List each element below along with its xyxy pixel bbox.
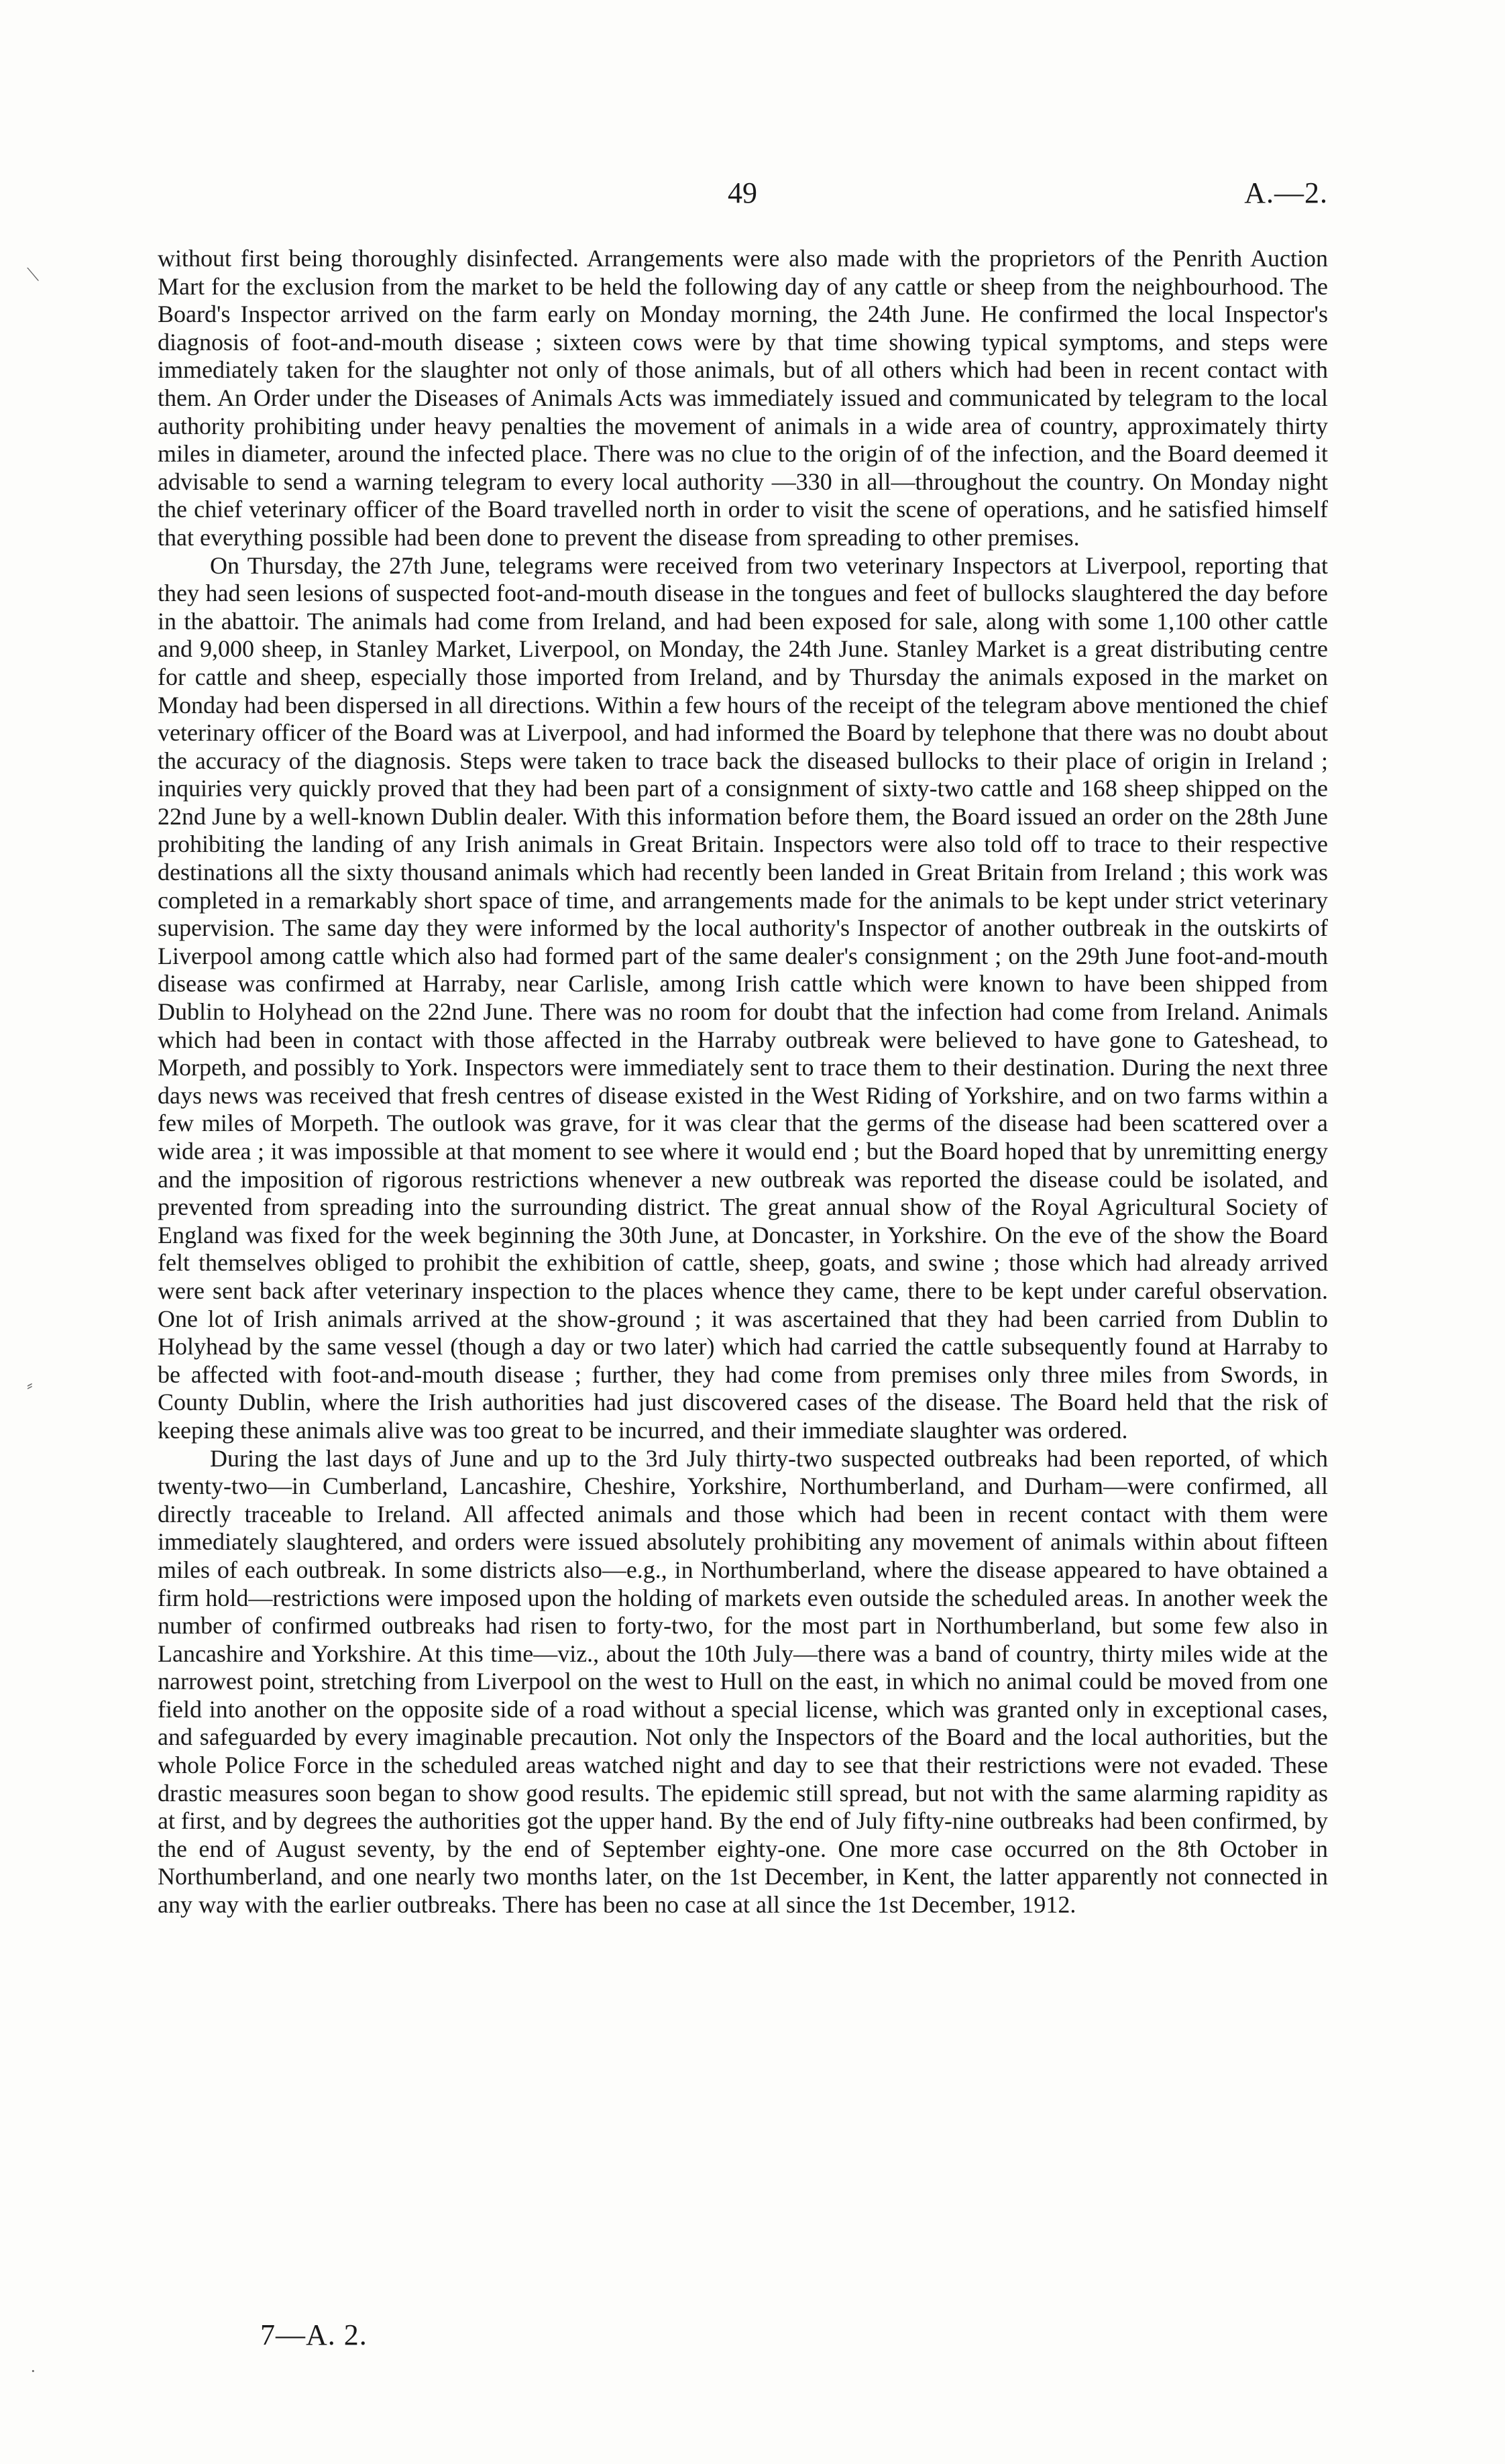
paragraph-july-outbreaks: During the last days of June and up to the 3rd July thirty-two suspected outbreaks had been reported, of which twenty-two—in Cumberland, Lancashire, Cheshire, Yorkshire, Northumberland, and Durham—were confirmed, all directly traceable to Ireland. All affected animals and those which had been in recent contact with them were immediately slaughtered, and orders were issued absolutely prohibiting any movement of animals within about fifteen miles of each outbreak. In some districts also—e.g., in Northumberland, where the disease appeared to have obtained a firm hold—restrictions were imposed upon the holding of markets even outside the scheduled areas. In another week the number of confirmed outbreaks had risen to forty-two, for the most part in Northumberland, but some few also in Lancashire and Yorkshire. At this time—viz., about the 10th July—there was a band of country, thirty miles wide at the narrowest point, stretching from Liverpool on the west to Hull on the east, in which no animal could be moved from one field into another on the opposite side of a road without a special license, which was granted only in exceptional cases, and safeguarded by every imaginable precaution. Not only the Inspectors of the Board and the local authorities, but the whole Police Force in the scheduled areas watched night and day to see that their restrictions were not evaded. These drastic measures soon began to show good results. The epidemic still spread, but not with the same alarming rapidity as at first, and by degrees the authorities got the upper hand. By the end of July fifty-nine outbreaks had been confirmed, by the end of August seventy, by the end of September eighty-one. One more case occurred on the 8th October in Northumberland, and one nearly two months later, on the 1st December, in Kent, the latter apparently not connected in any way with the earlier outbreaks. There has been no case at all since the 1st December, 1912. — [158, 1444, 1328, 1919]
page-number: 49 — [728, 176, 757, 209]
margin-mark-icon: ⸗ — [27, 1375, 33, 1395]
document-reference: A.—2. — [1244, 176, 1328, 209]
margin-mark-icon: ⟍ — [27, 265, 40, 284]
paragraph-liverpool-outbreak: On Thursday, the 27th June, telegrams were received from two veterinary Inspectors at Liverpool, reporting that they had seen lesions of suspected foot-and-mouth disease in the tongues and feet of bullocks slaughtered the day before in the abattoir. The animals had come from Ireland, and had been exposed for sale, along with some 1,100 other cattle and 9,000 sheep, in Stanley Market, Liverpool, on Monday, the 24th June. Stanley Market is a great distributing centre for cattle and sheep, especially those imported from Ireland, and by Thursday the animals exposed in the market on Monday had been dispersed in all directions. Within a few hours of the receipt of the telegram above mentioned the chief veterinary officer of the Board was at Liverpool, and had informed the Board by telephone that there was no doubt about the accuracy of the diagnosis. Steps were taken to trace back the diseased bullocks to their place of origin in Ireland ; inquiries very quickly proved that they had been part of a consignment of sixty-two cattle and 168 sheep shipped on the 22nd June by a well-known Dublin dealer. With this information before them, the Board issued an order on the 28th June prohibiting the landing of any Irish animals in Great Britain. Inspectors were also told off to trace to their respective destinations all the sixty thousand animals which had recently been landed in Great Britain from Ireland ; this work was completed in a remarkably short space of time, and arrangements made for the animals to be kept under strict veterinary supervision. The same day they were informed by the local authority's Inspector of another outbreak in the outskirts of Liverpool among cattle which also had formed part of the same dealer's consignment ; on the 29th June foot-and-mouth disease was confirmed at Harraby, near Carlisle, among Irish cattle which were known to have been shipped from Dublin to Holyhead on the 22nd June. There was no room for doubt that the infection had come from Ireland. Animals which had been in contact with those affected in the Harraby outbreak were believed to have gone to Gateshead, to Morpeth, and possibly to York. Inspectors were immediately sent to trace them to their destination. During the next three days news was received that fresh centres of disease existed in the West Riding of Yorkshire, and on two farms within a few miles of Morpeth. The outlook was grave, for it was clear that the germs of the disease had been scattered over a wide area ; it was impossible at that moment to see where it would end ; but the Board hoped that by unremitting energy and the imposition of rigorous restrictions whenever a new outbreak was reported the disease could be isolated, and prevented from spreading into the surrounding district. The great annual show of the Royal Agricultural Society of England was fixed for the week beginning the 30th June, at Doncaster, in Yorkshire. On the eve of the show the Board felt themselves obliged to prohibit the exhibition of cattle, sheep, goats, and swine ; those which had already arrived were sent back after veterinary inspection to the places whence they came, there to be kept under careful observation. One lot of Irish animals arrived at the show-ground ; it was ascertained that they had been carried from Dublin to Holyhead by the same vessel (though a day or two later) which had carried the cattle subsequently found at Harraby to be affected with foot-and-mouth disease ; further, they had come from premises only three miles from Swords, in County Dublin, where the Irish authorities had just discovered cases of the disease. The Board held that the risk of keeping these animals alive was too great to be incurred, and their immediate slaughter was ordered. — [158, 551, 1328, 1444]
margin-mark-icon: · — [30, 2361, 36, 2381]
body-text — [158, 245, 1328, 1919]
signature-mark: 7—A. 2. — [260, 2318, 368, 2351]
page-header — [158, 176, 1328, 216]
paragraph-continuation: without first being thoroughly disinfected. Arrangements were also made with the proprietors of the Penrith Auction Mart for the exclusion from the market to be held the following day of any cattle or sheep from the neighbourhood. The Board's Inspector arrived on the farm early on Monday morning, the 24th June. He confirmed the local Inspector's diagnosis of foot-and-mouth disease ; sixteen cows were by that time showing typical symptoms, and steps were immediately taken for the slaughter not only of those animals, but of all others which had been in recent contact with them. An Order under the Diseases of Animals Acts was immediately issued and communicated by telegram to the local authority prohibiting under heavy penalties the movement of animals in a wide area of country, approximately thirty miles in diameter, around the infected place. There was no clue to the origin of of the infection, and the Board deemed it advisable to send a warning telegram to every local authority —330 in all—throughout the country. On Monday night the chief veterinary officer of the Board travelled north in order to visit the scene of operations, and he satisfied himself that everything possible had been done to prevent the disease from spreading to other premises. — [158, 245, 1328, 551]
